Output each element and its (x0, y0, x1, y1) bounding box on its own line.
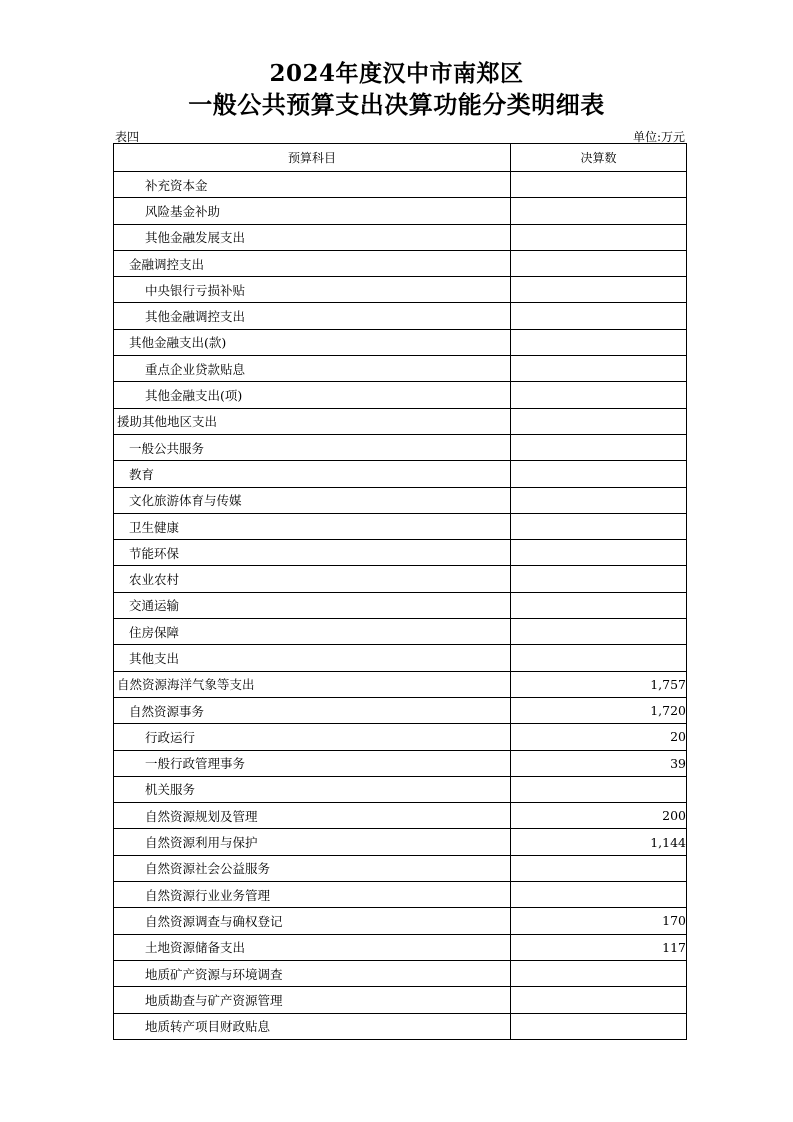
column-header-amount: 决算数 (511, 144, 687, 172)
budget-item-amount: 20 (511, 724, 687, 750)
budget-item-amount (511, 250, 687, 276)
budget-item-amount (511, 329, 687, 355)
budget-item-amount (511, 224, 687, 250)
budget-item-amount (511, 434, 687, 460)
table-row (114, 671, 687, 697)
budget-item-amount: 1,757 (511, 671, 687, 697)
unit-label: 单位:万元 (632, 130, 685, 144)
budget-item-name: 交通运输 (114, 592, 511, 618)
budget-item-name: 自然资源调查与确权登记 (114, 908, 511, 934)
budget-item-name: 自然资源海洋气象等支出 (114, 671, 511, 697)
table-row (114, 382, 687, 408)
budget-item-amount (511, 540, 687, 566)
budget-item-name: 地质矿产资源与环境调查 (114, 960, 511, 986)
budget-item-amount (511, 776, 687, 802)
table-row (114, 250, 687, 276)
budget-item-amount (511, 566, 687, 592)
table-row (114, 566, 687, 592)
table-row (114, 303, 687, 329)
budget-item-amount (511, 645, 687, 671)
table-row (114, 329, 687, 355)
table-row (114, 487, 687, 513)
budget-item-name: 自然资源事务 (114, 697, 511, 723)
table-row (114, 908, 687, 934)
budget-item-amount (511, 882, 687, 908)
budget-item-name: 文化旅游体育与传媒 (114, 487, 511, 513)
budget-item-name: 重点企业贷款贴息 (114, 356, 511, 382)
table-row (114, 750, 687, 776)
budget-item-name: 援助其他地区支出 (114, 408, 511, 434)
table-row (114, 882, 687, 908)
budget-item-name: 中央银行亏损补贴 (114, 277, 511, 303)
column-header-item: 预算科目 (114, 144, 511, 172)
budget-item-name: 其他金融支出(项) (114, 382, 511, 408)
table-row (114, 803, 687, 829)
budget-item-amount (511, 198, 687, 224)
budget-item-name: 一般行政管理事务 (114, 750, 511, 776)
budget-item-name: 自然资源规划及管理 (114, 803, 511, 829)
table-row (114, 1013, 687, 1039)
budget-item-amount (511, 513, 687, 539)
budget-item-amount: 200 (511, 803, 687, 829)
budget-item-name: 其他金融调控支出 (114, 303, 511, 329)
budget-item-amount (511, 487, 687, 513)
table-row (114, 934, 687, 960)
budget-item-name: 补充资本金 (114, 172, 511, 198)
table-row (114, 619, 687, 645)
budget-item-amount (511, 382, 687, 408)
report-title-region: 2024年度汉中市南郑区 (269, 60, 524, 87)
budget-item-name: 自然资源行业业务管理 (114, 882, 511, 908)
budget-item-name: 自然资源利用与保护 (114, 829, 511, 855)
report-title-table: 一般公共预算支出决算功能分类明细表 (188, 90, 605, 119)
budget-item-name: 土地资源储备支出 (114, 934, 511, 960)
table-row (114, 829, 687, 855)
budget-item-amount (511, 461, 687, 487)
table-row (114, 960, 687, 986)
table-row (114, 987, 687, 1013)
table-row (114, 277, 687, 303)
table-row (114, 172, 687, 198)
table-row (114, 461, 687, 487)
budget-item-amount (511, 987, 687, 1013)
table-row (114, 776, 687, 802)
budget-item-amount (511, 960, 687, 986)
budget-item-amount: 1,144 (511, 829, 687, 855)
table-row (114, 198, 687, 224)
budget-item-name: 地质勘查与矿产资源管理 (114, 987, 511, 1013)
table-row (114, 855, 687, 881)
table-row (114, 356, 687, 382)
budget-item-amount (511, 1013, 687, 1039)
budget-item-amount (511, 855, 687, 881)
budget-item-name: 机关服务 (114, 776, 511, 802)
budget-item-name: 其他金融支出(款) (114, 329, 511, 355)
table-row (114, 408, 687, 434)
budget-item-amount (511, 408, 687, 434)
budget-item-name: 行政运行 (114, 724, 511, 750)
table-row (114, 513, 687, 539)
table-row (114, 540, 687, 566)
budget-item-name: 一般公共服务 (114, 434, 511, 460)
budget-item-name: 卫生健康 (114, 513, 511, 539)
budget-item-name: 其他金融发展支出 (114, 224, 511, 250)
budget-item-amount (511, 303, 687, 329)
budget-item-amount (511, 592, 687, 618)
budget-item-name: 地质转产项目财政贴息 (114, 1013, 511, 1039)
table-header-row (114, 144, 687, 172)
table-row (114, 697, 687, 723)
table-row (114, 645, 687, 671)
budget-expenditure-table (113, 143, 687, 1040)
budget-item-name: 住房保障 (114, 619, 511, 645)
budget-item-amount: 170 (511, 908, 687, 934)
budget-item-name: 其他支出 (114, 645, 511, 671)
budget-item-name: 农业农村 (114, 566, 511, 592)
budget-item-amount (511, 277, 687, 303)
budget-item-name: 节能环保 (114, 540, 511, 566)
budget-item-amount: 39 (511, 750, 687, 776)
table-number-label: 表四 (115, 130, 140, 144)
table-row (114, 724, 687, 750)
budget-item-name: 教育 (114, 461, 511, 487)
budget-item-amount: 117 (511, 934, 687, 960)
budget-item-amount: 1,720 (511, 697, 687, 723)
budget-item-name: 风险基金补助 (114, 198, 511, 224)
budget-item-amount (511, 356, 687, 382)
budget-item-name: 金融调控支出 (114, 250, 511, 276)
table-row (114, 592, 687, 618)
table-row (114, 434, 687, 460)
budget-item-amount (511, 172, 687, 198)
table-row (114, 224, 687, 250)
budget-item-amount (511, 619, 687, 645)
budget-item-name: 自然资源社会公益服务 (114, 855, 511, 881)
